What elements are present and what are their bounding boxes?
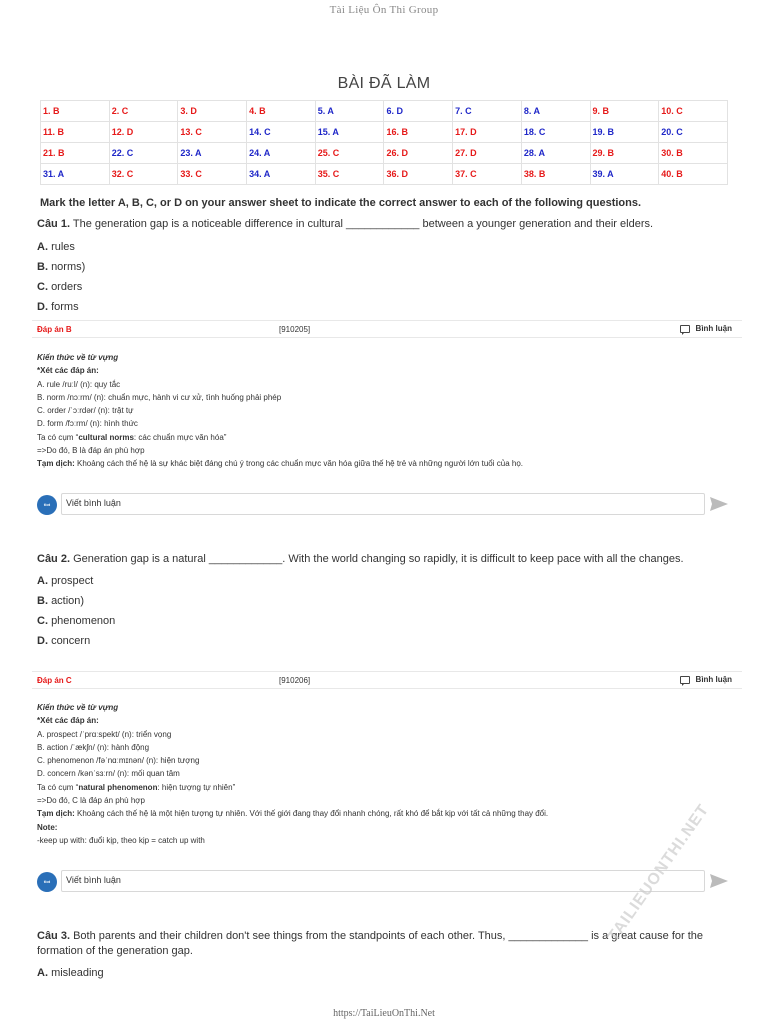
answer-cell[interactable]: 5. A	[315, 101, 384, 122]
explanation-conclusion: =>Do đó, B là đáp án phù hợp	[37, 446, 145, 456]
answer-cell[interactable]: 4. B	[247, 101, 316, 122]
answer-cell[interactable]: 16. B	[384, 122, 453, 143]
answer-grid-row	[41, 101, 728, 122]
option-letter: D.	[37, 301, 48, 313]
answer-cell[interactable]: 8. A	[521, 101, 590, 122]
answer-cell[interactable]: 39. A	[590, 164, 659, 185]
answer-cell[interactable]: 21. B	[41, 143, 110, 164]
answer-cell[interactable]: 10. C	[659, 101, 728, 122]
answer-cell[interactable]: 2. C	[109, 101, 178, 122]
explanation-line: C. order /ˈɔːrdər/ (n): trật tự	[37, 406, 134, 416]
explanation-phrase: Ta có cụm “cultural norms: các chuẩn mực văn hóa”	[37, 432, 227, 442]
question-stem: Both parents and their children don't see things from the standpoints of each other. Thus, _____________ is a great cause for the formation of the generation gap.	[37, 930, 704, 957]
question-code: [910206]	[279, 676, 311, 685]
question-3	[37, 929, 742, 982]
answer-cell[interactable]: 3. D	[178, 101, 247, 122]
correct-answer: Đáp án B	[37, 325, 72, 334]
answer-cell[interactable]: 18. C	[521, 122, 590, 143]
question-3-text	[37, 929, 742, 959]
answer-cell[interactable]: 6. D	[384, 101, 453, 122]
option-a[interactable]	[37, 241, 742, 256]
explanation-translation: Tạm dịch: Khoảng cách thế hệ là một hiện tượng tự nhiên. Với thế giới đang thay đổi nhanh chóng, rất khó để bắt kịp với tất cả những thay đổi.	[37, 809, 549, 819]
answer-cell[interactable]: 28. A	[521, 143, 590, 164]
explanation-line: B. norm /nɔːrm/ (n): chuẩn mực, hành vi cư xử, tình huống phải phép	[37, 392, 282, 402]
explanation-heading: Kiến thức về từ vựng	[37, 703, 119, 712]
option-a[interactable]	[37, 967, 742, 982]
answer-cell[interactable]: 23. A	[178, 143, 247, 164]
explanation-conclusion: =>Do đó, C là đáp án phù hợp	[37, 796, 145, 806]
option-letter: D.	[37, 635, 48, 647]
question-stem: The generation gap is a noticeable difference in cultural ____________ between a younger generation and their elders.	[72, 218, 654, 230]
explanation-translation: Tạm dịch: Khoảng cách thế hệ là sự khác biệt đáng chú ý trong các chuẩn mực văn hóa giữa thế hệ trẻ và những người lớn tuổi của họ.	[37, 459, 523, 469]
explanation-sub: *Xét các đáp án:	[37, 716, 99, 726]
option-text: forms	[51, 301, 79, 313]
answer-grid-row	[41, 143, 728, 164]
option-text: action)	[51, 595, 85, 607]
option-text: phenomenon	[51, 615, 116, 627]
question-1-text	[37, 217, 742, 232]
answer-cell[interactable]: 27. D	[453, 143, 522, 164]
explanation-phrase: Ta có cụm “natural phenomenon: hiện tượng tự nhiên”	[37, 782, 236, 792]
explanation-note: -keep up with: đuổi kịp, theo kịp = catch up with	[37, 835, 205, 845]
send-icon[interactable]	[709, 496, 729, 512]
answer-grid-row	[41, 122, 728, 143]
correct-answer: Đáp án C	[37, 676, 72, 685]
answer-cell[interactable]: 30. B	[659, 143, 728, 164]
explanation-line: D. form /fɔːrm/ (n): hình thức	[37, 419, 138, 429]
explanation-1	[37, 351, 742, 471]
option-d[interactable]	[37, 635, 742, 650]
page-footer: https://TaiLieuOnThi.Net	[333, 1008, 435, 1019]
explanation-2	[37, 701, 742, 847]
question-number: Câu 2.	[37, 553, 71, 565]
option-letter: B.	[37, 595, 48, 607]
answer-cell[interactable]: 37. C	[453, 164, 522, 185]
option-c[interactable]	[37, 615, 742, 630]
explanation-sub: *Xét các đáp án:	[37, 366, 99, 376]
answer-cell[interactable]: 33. C	[178, 164, 247, 185]
question-number: Câu 3.	[37, 930, 71, 942]
answer-cell[interactable]: 14. C	[247, 122, 316, 143]
explanation-note-label: Note:	[37, 822, 58, 832]
option-text: norms)	[51, 261, 86, 273]
answer-cell[interactable]: 13. C	[178, 122, 247, 143]
question-code: [910205]	[279, 325, 311, 334]
answer-cell[interactable]: 22. C	[109, 143, 178, 164]
question-2	[37, 552, 742, 650]
answer-cell[interactable]: 31. A	[41, 164, 110, 185]
answer-cell[interactable]: 38. B	[521, 164, 590, 185]
option-a[interactable]	[37, 575, 742, 590]
answer-cell[interactable]: 1. B	[41, 101, 110, 122]
answer-cell[interactable]: 11. B	[41, 122, 110, 143]
question-1	[37, 217, 742, 316]
answer-cell[interactable]: 24. A	[247, 143, 316, 164]
option-text: orders	[51, 281, 83, 293]
option-letter: C.	[37, 281, 48, 293]
answer-cell[interactable]: 29. B	[590, 143, 659, 164]
avatar: tlot	[37, 872, 57, 892]
answer-cell[interactable]: 17. D	[453, 122, 522, 143]
option-text: concern	[51, 635, 91, 647]
comment-button[interactable]	[680, 675, 732, 684]
comment-input[interactable]: Viết bình luận	[61, 870, 705, 892]
answer-cell[interactable]: 35. C	[315, 164, 384, 185]
comment-icon	[680, 325, 690, 333]
answer-grid-row	[41, 164, 728, 185]
answer-cell[interactable]: 25. C	[315, 143, 384, 164]
option-letter: C.	[37, 615, 48, 627]
option-letter: A.	[37, 241, 48, 253]
option-d[interactable]	[37, 301, 742, 316]
option-letter: A.	[37, 575, 48, 587]
explanation-line: B. action /ˈækʃn/ (n): hành động	[37, 742, 150, 752]
answer-cell[interactable]: 36. D	[384, 164, 453, 185]
comment-button[interactable]	[680, 324, 732, 333]
instruction: Mark the letter A, B, C, or D on your answer sheet to indicate the correct answer to each of the following questions.	[40, 197, 642, 209]
comment-icon	[680, 676, 690, 684]
answer-cell[interactable]: 20. C	[659, 122, 728, 143]
option-text: rules	[51, 241, 75, 253]
explanation-line: A. rule /ruːl/ (n): quy tắc	[37, 379, 121, 389]
explanation-line: A. prospect /ˈprɑːspekt/ (n): triển vọng	[37, 729, 172, 739]
answer-cell[interactable]: 26. D	[384, 143, 453, 164]
comment-label: Bình luận	[695, 675, 732, 684]
option-b[interactable]	[37, 261, 742, 276]
avatar: tlot	[37, 495, 57, 515]
comment-label: Bình luận	[695, 324, 732, 333]
explanation-line: C. phenomenon /fəˈnɑːmɪnən/ (n): hiện tượng	[37, 756, 200, 766]
option-text: misleading	[51, 967, 104, 979]
answer-cell[interactable]: 9. B	[590, 101, 659, 122]
answer-cell[interactable]: 32. C	[109, 164, 178, 185]
answer-cell[interactable]: 40. B	[659, 164, 728, 185]
explanation-line: D. concern /kənˈsɜːrn/ (n): mối quan tâm	[37, 769, 180, 779]
answer-bar-1	[32, 320, 742, 338]
answer-bar-2	[32, 671, 742, 689]
send-icon[interactable]	[709, 873, 729, 889]
option-letter: B.	[37, 261, 48, 273]
question-2-text	[37, 552, 742, 567]
page-header: Tài Liệu Ôn Thi Group	[329, 4, 439, 16]
answer-cell[interactable]: 15. A	[315, 122, 384, 143]
page-title: BÀI ĐÃ LÀM	[337, 75, 431, 92]
option-letter: A.	[37, 967, 48, 979]
question-number: Câu 1.	[37, 218, 71, 230]
option-text: prospect	[51, 575, 94, 587]
comment-row-2	[37, 870, 732, 892]
answer-cell[interactable]: 7. C	[453, 101, 522, 122]
option-c[interactable]	[37, 281, 742, 296]
answer-grid	[40, 100, 728, 185]
answer-cell[interactable]: 19. B	[590, 122, 659, 143]
comment-input[interactable]: Viết bình luận	[61, 493, 705, 515]
question-stem: Generation gap is a natural ____________. With the world changing so rapidly, it is difficult to keep pace with all the changes.	[73, 553, 684, 565]
watermark: TAILIEUONTHI.NET	[605, 801, 713, 945]
explanation-heading: Kiến thức về từ vựng	[37, 353, 119, 362]
option-b[interactable]	[37, 595, 742, 610]
answer-cell[interactable]: 34. A	[247, 164, 316, 185]
answer-cell[interactable]: 12. D	[109, 122, 178, 143]
comment-row-1	[37, 493, 732, 515]
